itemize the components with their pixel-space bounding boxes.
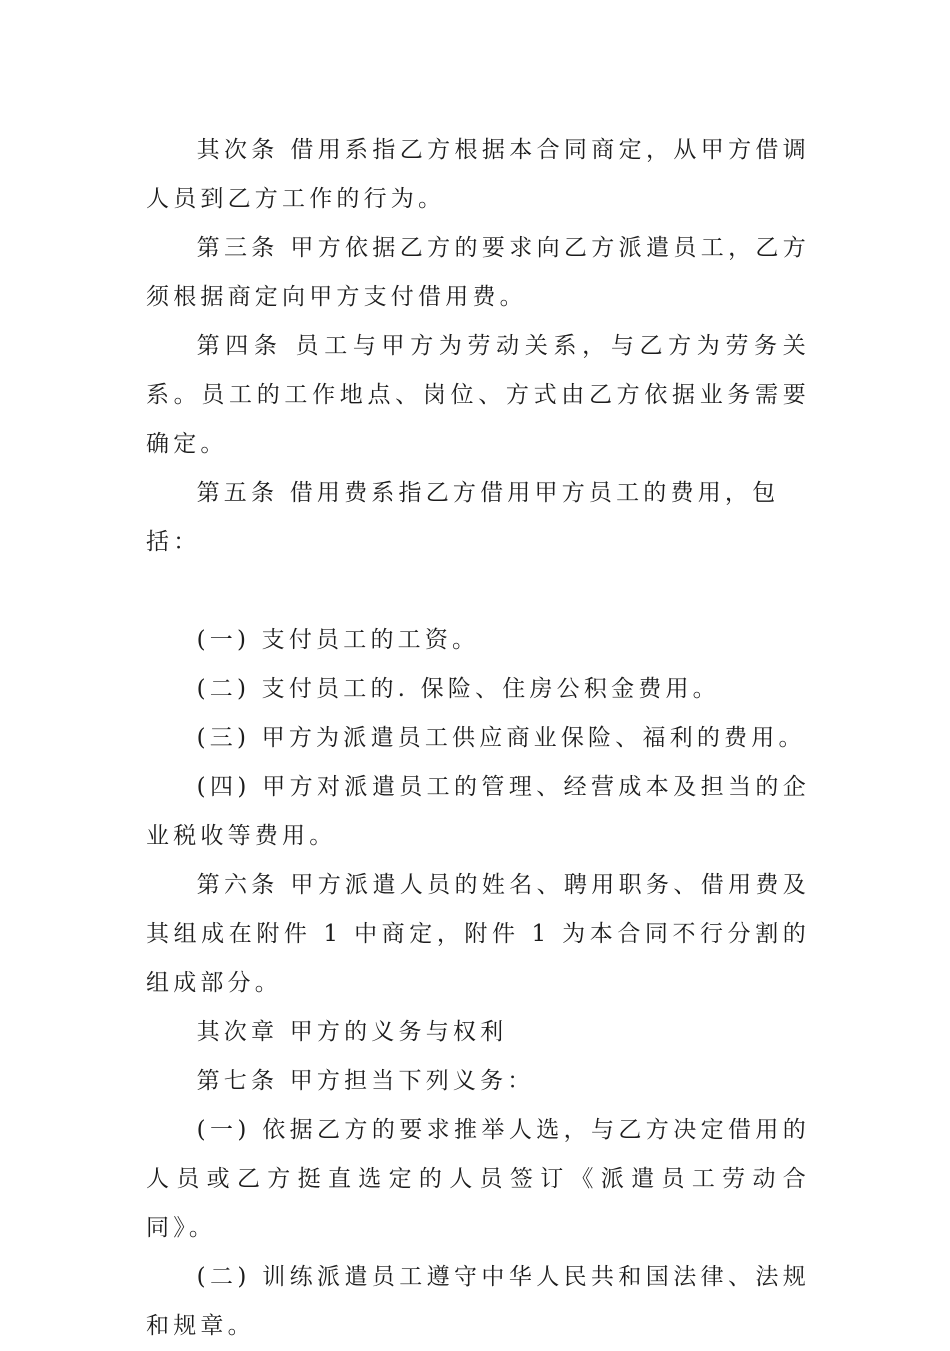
paragraph-article-3: 第三条 甲方依据乙方的要求向乙方派遣员工，乙方须根据商定向甲方支付借用费。 (146, 235, 810, 310)
paragraph-article-2: 其次条 借用系指乙方根据本合同商定，从甲方借调人员到乙方工作的行为。 (146, 137, 810, 212)
chapter-heading: 其次章 甲方的义务与权利 (196, 1019, 508, 1045)
paragraph-article-7: 第七条 甲方担当下列义务： (196, 1068, 535, 1094)
list-item-duty-1: (一) 依据乙方的要求推举人选，与乙方决定借用的人员或乙方挺直选定的人员签订《派遣员工劳动合同》。 (146, 1117, 810, 1241)
paragraph-article-4: 第四条 员工与甲方为劳动关系，与乙方为劳务关系。员工的工作地点、岗位、方式由乙方依据业务需要确定。 (146, 333, 810, 457)
list-item-fee-3: (三) 甲方为派遣员工供应商业保险、福利的费用。 (196, 725, 806, 751)
blank-line (146, 567, 810, 616)
list-item-duty-2: (二) 训练派遣员工遵守中华人民共和国法律、法规和规章。 (146, 1264, 810, 1339)
list-item-fee-2: (二) 支付员工的. 保险、住房公积金费用。 (196, 676, 720, 702)
document-body (146, 126, 810, 1351)
list-item-fee-4: (四) 甲方对派遣员工的管理、经营成本及担当的企业税收等费用。 (146, 774, 810, 849)
paragraph-article-5: 第五条 借用费系指乙方借用甲方员工的费用，包括： (146, 480, 780, 555)
list-item-fee-1: (一) 支付员工的工资。 (196, 627, 480, 653)
paragraph-article-6: 第六条 甲方派遣人员的姓名、聘用职务、借用费及其组成在附件 1 中商定，附件 1 为本合同不行分割的组成部分。 (146, 872, 810, 996)
